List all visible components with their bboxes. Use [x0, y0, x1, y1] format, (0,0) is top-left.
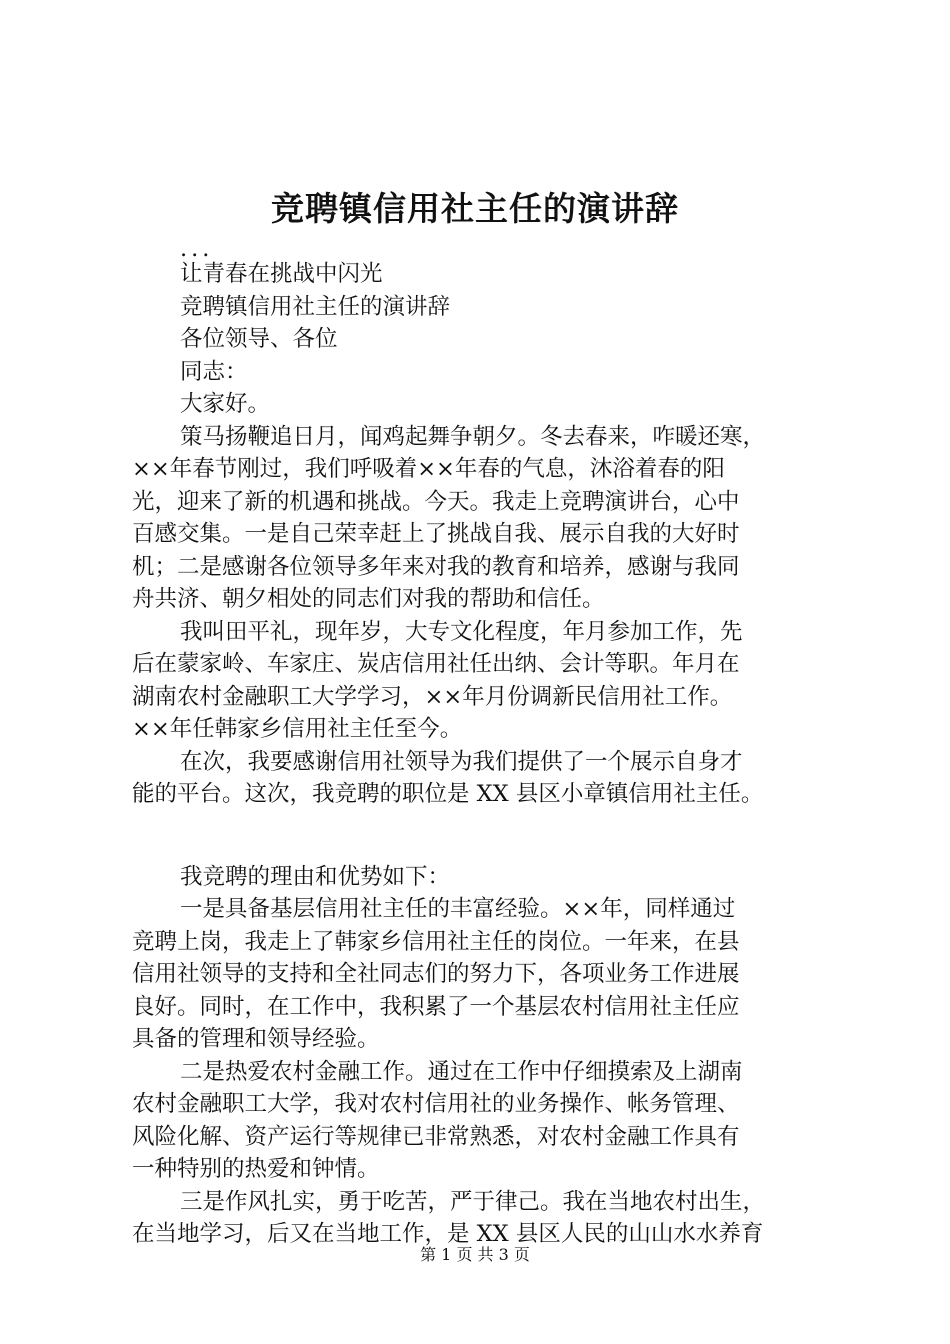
paragraph-line: 一是具备基层信用社主任的丰富经验。××年，同样通过: [180, 896, 736, 922]
paragraph-line: 机；二是感谢各位领导多年来对我的教育和培养，感谢与我同: [132, 553, 740, 580]
document-body: [132, 236, 832, 1251]
text-line: 大家好。: [180, 391, 271, 417]
paragraph-line: 具备的管理和领导经验。: [132, 1026, 380, 1052]
paragraph-line: 良好。同时，在工作中，我积累了一个基层农村信用社主任应: [132, 993, 740, 1020]
paragraph-line: 能的平台。这次，我竞聘的职位是 XX 县区小章镇信用社主任。: [132, 781, 764, 807]
paragraph-line: 我叫田平礼，现年岁，大专文化程度，年月参加工作，先: [180, 618, 743, 645]
blank-line: [132, 811, 832, 861]
text-line: 竞聘镇信用社主任的演讲辞: [180, 293, 451, 320]
paragraph-line: ××年春节刚过，我们呼吸着××年春的气息，沐浴着春的阳: [132, 456, 725, 482]
paragraph-line: ××年任韩家乡信用社主任至今。: [132, 716, 463, 742]
paragraph-line: 信用社领导的支持和全社同志们的努力下，各项业务工作进展: [132, 961, 740, 987]
paragraph-line: 后在蒙家岭、车家庄、炭店信用社任出纳、会计等职。年月在: [132, 651, 740, 677]
paragraph-line: 百感交集。一是自己荣幸赶上了挑战自我、展示自我的大好时: [132, 521, 740, 547]
paragraph-line: 在当地学习，后又在当地工作，是 XX 县区人民的山山水水养育: [132, 1221, 764, 1247]
paragraph-line: 三是作风扎实，勇于吃苦，严于律己。我在当地农村出生，: [180, 1188, 766, 1215]
document-title: 竞聘镇信用社主任的演讲辞: [271, 189, 679, 228]
paragraph-line: 农村金融职工大学，我对农村信用社的业务操作、帐务管理、: [132, 1091, 740, 1117]
text-line: 各位领导、各位: [180, 326, 338, 352]
paragraph-line: 策马扬鞭追日月，闻鸡起舞争朝夕。冬去春来，咋暖还寒，: [180, 423, 766, 450]
text-line: 同志：: [180, 358, 248, 385]
page-footer: 第 1 页 共 3 页: [420, 1245, 530, 1264]
paragraph-line: 竞聘上岗，我走上了韩家乡信用社主任的岗位。一年来，在县: [132, 928, 740, 955]
paragraph-line: 我竞聘的理由和优势如下：: [180, 863, 451, 890]
paragraph-line: 一种特别的热爱和钟情。: [132, 1156, 380, 1182]
ellipsis-line: ...: [180, 236, 214, 262]
text-line: 让青春在挑战中闪光: [180, 261, 383, 287]
paragraph-line: 光，迎来了新的机遇和挑战。今天。我走上竞聘演讲台，心中: [132, 488, 740, 515]
paragraph-line: 风险化解、资产运行等规律已非常熟悉，对农村金融工作具有: [132, 1123, 740, 1150]
paragraph-line: 湖南农村金融职工大学学习，××年月份调新民信用社工作。: [132, 683, 733, 710]
paragraph-line: 二是热爱农村金融工作。通过在工作中仔细摸索及上湖南: [180, 1058, 743, 1085]
paragraph-line: 舟共济、朝夕相处的同志们对我的帮助和信任。: [132, 586, 605, 612]
paragraph-line: 在次，我要感谢信用社领导为我们提供了一个展示自身才: [180, 748, 743, 775]
